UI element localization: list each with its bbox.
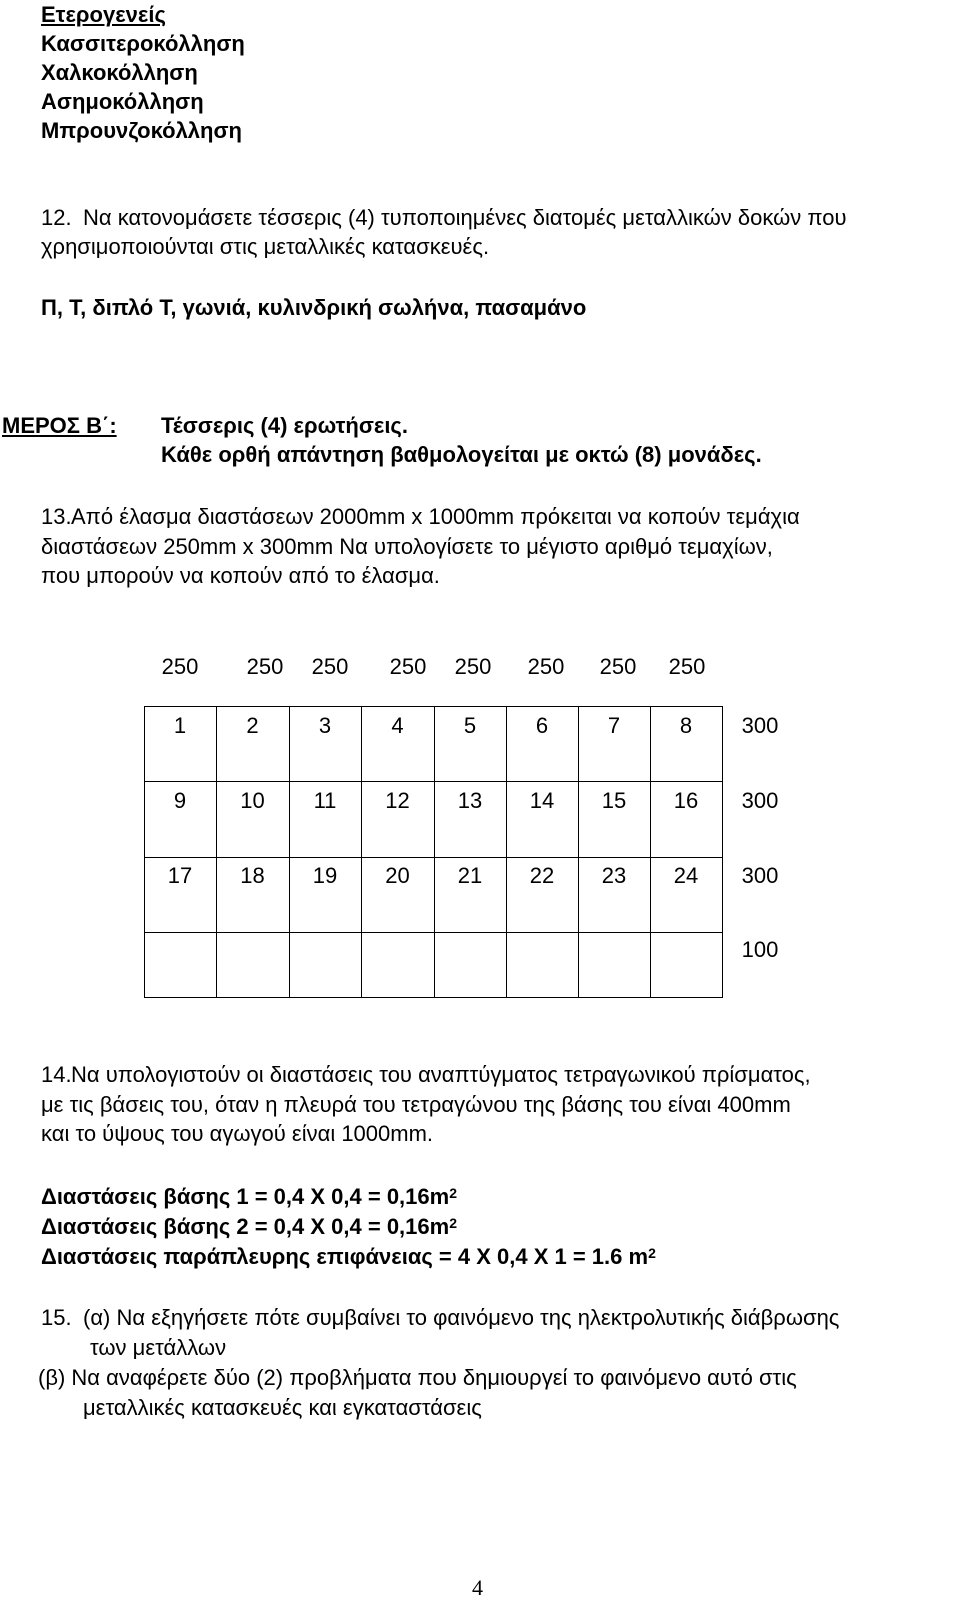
list-item: Χαλκοκόλληση	[41, 60, 198, 85]
q12-number: 12.	[41, 205, 72, 230]
row-height-label: 300	[741, 788, 779, 813]
column-width-label: 250	[668, 654, 706, 679]
grid-cell: 1	[173, 713, 187, 738]
q14-answer-3: Διαστάσεις παράπλευρης επιφάνειας = 4 Χ 0,4 Χ 1 = 1.6 $m^2$	[41, 1244, 656, 1269]
row-height-label: 300	[741, 863, 779, 888]
grid-cell: 23	[601, 863, 627, 888]
grid-cell: 22	[529, 863, 555, 888]
q15-b-line2: μεταλλικές κατασκευές και εγκαταστάσεις	[83, 1395, 482, 1420]
column-width-label: 250	[527, 654, 565, 679]
column-width-label: 250	[389, 654, 427, 679]
q12-line2: χρησιμοποιούνται στις μεταλλικές κατασκευές.	[41, 234, 490, 259]
grid-cell: 19	[312, 863, 338, 888]
list-item: Ασημοκόλληση	[41, 89, 204, 114]
list-heading: Ετερογενείς	[41, 2, 166, 27]
grid-cell: 16	[673, 788, 699, 813]
q14-line2: με τις βάσεις του, όταν η πλευρά του τετραγώνου της βάσης του είναι 400mm	[41, 1092, 791, 1117]
q14-line3: και το ύψους του αγωγού είναι 1000mm.	[41, 1121, 434, 1146]
grid-cell: 6	[535, 713, 549, 738]
q15-b-line1: (β) Να αναφέρετε δύο (2) προβλήματα που δημιουργεί το φαινόμενο αυτό στις	[38, 1365, 797, 1390]
q12-line1: Να κατονομάσετε τέσσερις (4) τυποποιημένες διατομές μεταλλικών δοκών που	[83, 205, 847, 230]
column-width-label: 250	[161, 654, 199, 679]
grid-cell: 8	[679, 713, 693, 738]
grid-cell: 11	[313, 788, 337, 813]
grid-cell: 3	[318, 713, 332, 738]
grid-line	[289, 706, 290, 998]
list-item: Μπρουνζοκόλληση	[41, 118, 242, 143]
grid-cell: 18	[240, 863, 265, 888]
grid-cell: 2	[246, 713, 259, 738]
q14-number: 14.	[41, 1062, 72, 1087]
grid-cell: 9	[173, 788, 187, 813]
part-b-label: ΜΕΡΟΣ Β΄:	[2, 413, 117, 438]
cutting-grid	[144, 706, 723, 998]
grid-line	[650, 706, 651, 998]
column-width-label: 250	[246, 654, 284, 679]
row-height-label: 300	[741, 713, 779, 738]
column-width-label: 250	[599, 654, 637, 679]
list-item: Κασσιτεροκόλληση	[41, 31, 245, 56]
grid-cell: 12	[385, 788, 410, 813]
grid-line	[722, 706, 723, 998]
q12-answer: Π, Τ, διπλό Τ, γωνιά, κυλινδρική σωλήνα, πασαμάνο	[41, 295, 587, 320]
grid-cell: 5	[463, 713, 477, 738]
q14-answer-1: Διαστάσεις βάσης 1 = 0,4 Χ $0,4 = 0,16m^2$	[41, 1184, 457, 1209]
grid-cell: 17	[167, 863, 193, 888]
grid-line	[506, 706, 507, 998]
grid-line	[361, 706, 362, 998]
part-b-line1: Τέσσερις (4) ερωτήσεις.	[161, 413, 408, 438]
column-width-label: 250	[311, 654, 349, 679]
grid-line	[434, 706, 435, 998]
column-width-label: 250	[454, 654, 492, 679]
q15-a-line2: των μετάλλων	[90, 1335, 227, 1360]
grid-cell: 10	[240, 788, 265, 813]
grid-cell: 15	[601, 788, 627, 813]
grid-cell: 24	[673, 863, 699, 888]
grid-cell: 14	[529, 788, 555, 813]
grid-cell: 7	[607, 713, 621, 738]
q15-number: 15.	[41, 1305, 72, 1330]
part-b-line2: Κάθε ορθή απάντηση βαθμολογείται με οκτώ (8) μονάδες.	[161, 442, 762, 467]
grid-cell: 20	[385, 863, 410, 888]
grid-cell: 4	[391, 713, 404, 738]
q13-number: 13.	[41, 504, 72, 529]
grid-cell: 21	[457, 863, 483, 888]
row-height-label: 100	[741, 937, 779, 962]
grid-line	[216, 706, 217, 998]
q13-line3: που μπορούν να κοπούν από το έλασμα.	[41, 563, 440, 588]
q15-a-line1: (α) Να εξηγήσετε πότε συμβαίνει το φαινόμενο της ηλεκτρολυτικής διάβρωσης	[83, 1305, 840, 1330]
grid-line	[144, 706, 145, 998]
q14-answer-2: Διαστάσεις βάσης 2 = 0,4 Χ $0,4 = 0,16m^2$	[41, 1214, 457, 1239]
grid-cell: 13	[457, 788, 483, 813]
page-number: 4	[472, 1575, 483, 1600]
grid-line	[578, 706, 579, 998]
q14-line1: Να υπολογιστούν οι διαστάσεις του αναπτύγματος τετραγωνικού πρίσματος,	[71, 1062, 811, 1087]
q13-line1: Από έλασμα διαστάσεων 2000mm x 1000mm πρόκειται να κοπούν τεμάχια	[71, 504, 800, 529]
q13-line2: διαστάσεων 250mm x 300mm Να υπολογίσετε το μέγιστο αριθμό τεμαχίων,	[41, 534, 773, 559]
